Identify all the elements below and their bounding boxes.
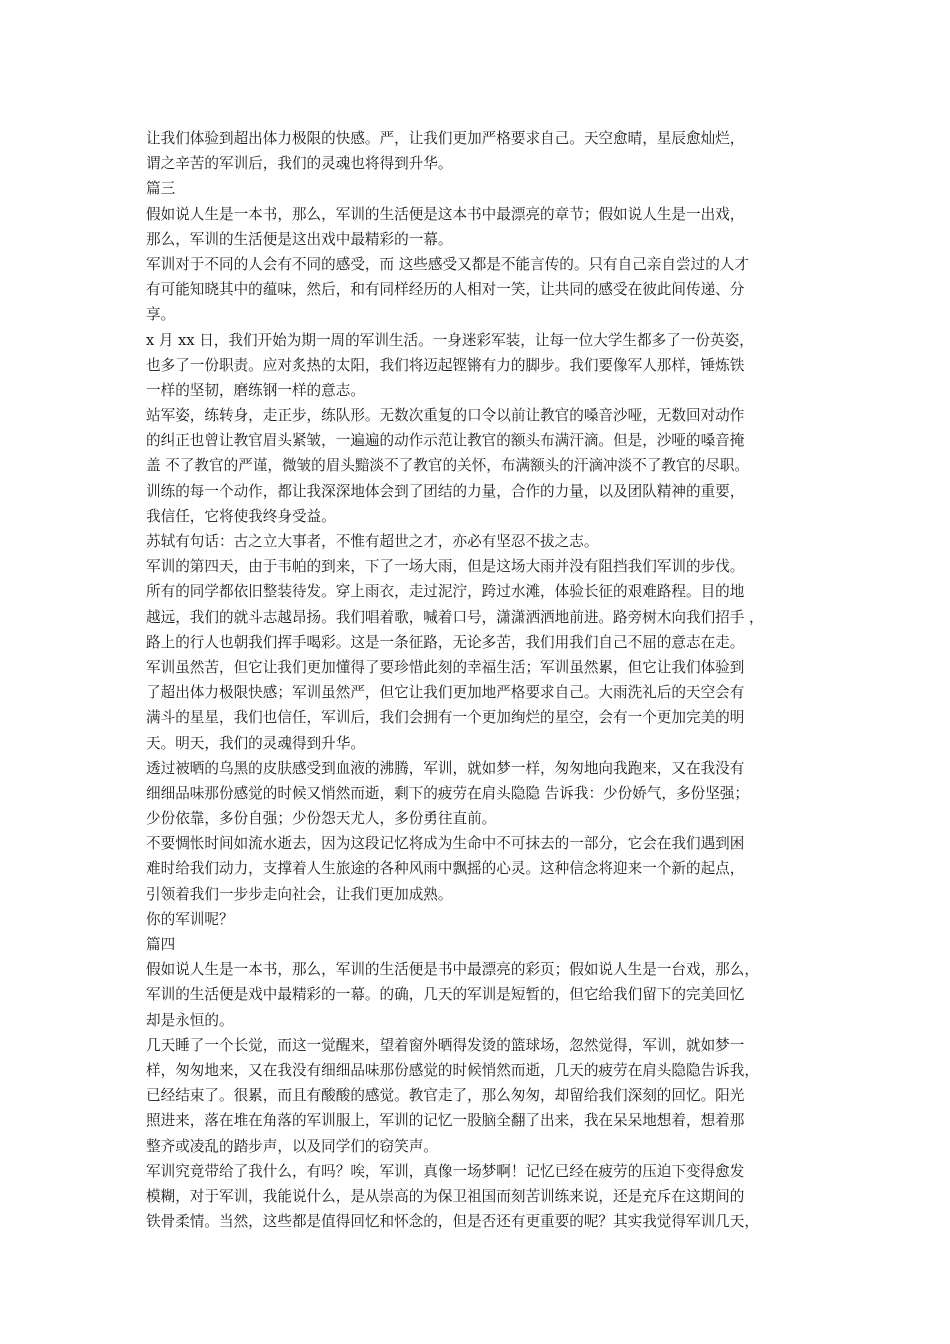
text-line: 满斗的星星，我们也信任，军训后，我们会拥有一个更加绚烂的星空，会有一个更加完美的明 xyxy=(146,709,745,727)
text-line: 一样的坚韧，磨练钢一样的意志。 xyxy=(146,381,365,399)
text-line: 苏轼有句话：古之立大事者，不惟有超世之才，亦必有坚忍不拔之志。 xyxy=(146,533,599,550)
text-line: 也多了一份职责。应对炙热的太阳，我们将迈起铿锵有力的脚步。我们要像军人那样，锤炼铁 xyxy=(146,356,745,374)
text-line: 假如说人生是一本书，那么，军训的生活便是这本书中最漂亮的章节；假如说人生是一出戏， xyxy=(146,205,745,223)
text-line: 路上的行人也朝我们挥手喝彩。这是一条征路，无论多苦，我们用我们自己不屈的意志在走。 xyxy=(146,633,745,651)
text-line: 几天睡了一个长觉，而这一觉醒来，望着窗外晒得发烫的篮球场，忽然觉得，军训，就如梦一 xyxy=(146,1036,745,1054)
text-line: 天。明天，我们的灵魂得到升华。 xyxy=(146,734,365,752)
text-line: 军训的生活便是戏中最精彩的一幕。的确，几天的军训是短暂的，但它给我们留下的完美回忆 xyxy=(146,986,745,1004)
text-line: 我信任，它将使我终身受益。 xyxy=(146,507,336,525)
text-line: 难时给我们动力，支撑着人生旅途的各种风雨中飘摇的心灵。这种信念将迎来一个新的起点， xyxy=(146,860,745,878)
text-line: 有可能知晓其中的蕴味，然后，和有同样经历的人相对一笑，让共同的感受在彼此间传递、分 xyxy=(146,281,745,299)
text-line: 你的军训呢？ xyxy=(146,910,234,928)
text-line: 细细品味那份感觉的时候又悄然而逝，剩下的疲劳在肩头隐隐 告诉我：少份娇气，多份坚强； xyxy=(146,784,749,802)
text-line: 不要惆怅时间如流水逝去，因为这段记忆将成为生命中不可抹去的一部分，它会在我们遇到困 xyxy=(146,835,745,853)
text-line: x 月 xx 日，我们开始为期一周的军训生活。一身迷彩军装，让每一位大学生都多了一份英姿， xyxy=(146,331,754,349)
text-line: 了超出体力极限快感；军训虽然严，但它让我们更加地严格要求自己。大雨洗礼后的天空会有 xyxy=(146,684,745,702)
text-line: 站军姿，练转身，走正步，练队形。无数次重复的口令以前让教官的嗓音沙哑，无数回对动作 xyxy=(146,407,745,425)
document-body xyxy=(146,126,816,1234)
text-line: 引领着我们一步步走向社会，让我们更加成熟。 xyxy=(146,885,453,903)
text-line: 所有的同学都依旧整装待发。穿上雨衣，走过泥泞，跨过水滩，体验长征的艰难路程。目的地 xyxy=(146,583,745,601)
text-line: 军训对于不同的人会有不同的感受，而 这些感受又都是不能言传的。只有自己亲自尝过的人才 xyxy=(146,255,749,273)
text-line: 越远，我们的就斗志越昂扬。我们唱着歌，喊着口号，潇潇洒洒地前进。路旁树木向我们招手 ， xyxy=(146,608,764,626)
text-line: 透过被晒的乌黑的皮肤感受到血液的沸腾，军训，就如梦一样，匆匆地向我跑来，又在我没有 xyxy=(146,759,745,777)
text-line: 军训虽然苦，但它让我们更加懂得了要珍惜此刻的幸福生活；军训虽然累，但它让我们体验到 xyxy=(146,658,745,676)
text-line: 少份依靠，多份自强；少份怨天尤人，多份勇往直前。 xyxy=(146,810,497,828)
text-line: 那么，军训的生活便是这出戏中最精彩的一幕。 xyxy=(146,230,453,248)
text-line: 让我们体验到超出体力极限的快感。严，让我们更加严格要求自己。天空愈晴，星辰愈灿烂， xyxy=(146,130,745,147)
text-line: 模糊，对于军训，我能说什么，是从崇高的为保卫祖国而刻苦训练来说，还是充斥在这期间的 xyxy=(146,1187,745,1205)
text-line: 整齐或凌乱的踏步声，以及同学们的窃笑声。 xyxy=(146,1137,438,1155)
text-line: 假如说人生是一本书，那么，军训的生活便是书中最漂亮的彩页；假如说人生是一台戏，那么， xyxy=(146,961,759,979)
text-line: 已经结束了。很累，而且有酸酸的感觉。教官走了，那么匆匆，却留给我们深刻的回忆。阳光 xyxy=(146,1087,745,1105)
text-line: 照进来，落在堆在角落的军训服上，军训的记忆一股脑全翻了出来，我在呆呆地想着，想着那 xyxy=(146,1112,745,1130)
text-line: 训练的每一个动作，都让我深深地体会到了团结的力量，合作的力量，以及团队精神的重要， xyxy=(146,482,745,500)
text-line: 铁骨柔情。当然，这些都是值得回忆和怀念的，但是否还有更重要的呢？其实我觉得军训几天， xyxy=(146,1213,759,1231)
text-line: 享。 xyxy=(146,306,176,324)
text-line: 军训究竟带给了我什么，有吗？唉，军训，真像一场梦啊！记忆已经在疲劳的压迫下变得愈发 xyxy=(146,1162,745,1180)
text-line: 盖 不了教官的严谨，微皱的眉头黯淡不了教官的关怀，布满额头的汗滴冲淡不了教官的尽职。 xyxy=(146,457,749,475)
text-line: 军训的第四天，由于韦帕的到来，下了一场大雨，但是这场大雨并没有阻挡我们军训的步伐。 xyxy=(146,558,745,576)
text-line: 谓之辛苦的军训后，我们的灵魂也将得到升华。 xyxy=(146,155,453,173)
text-line: 篇三 xyxy=(146,180,176,198)
text-line: 的纠正也曾让教官眉头紧皱，一遍遍的动作示范让教官的额头布满汗滴。但是，沙哑的嗓音掩 xyxy=(146,432,745,450)
text-line: 却是永恒的。 xyxy=(146,1011,234,1029)
text-line: 样，匆匆地来，又在我没有细细品味那份感觉的时候悄然而逝，几天的疲劳在肩头隐隐告诉我， xyxy=(146,1061,759,1079)
text-line: 篇四 xyxy=(146,936,176,953)
